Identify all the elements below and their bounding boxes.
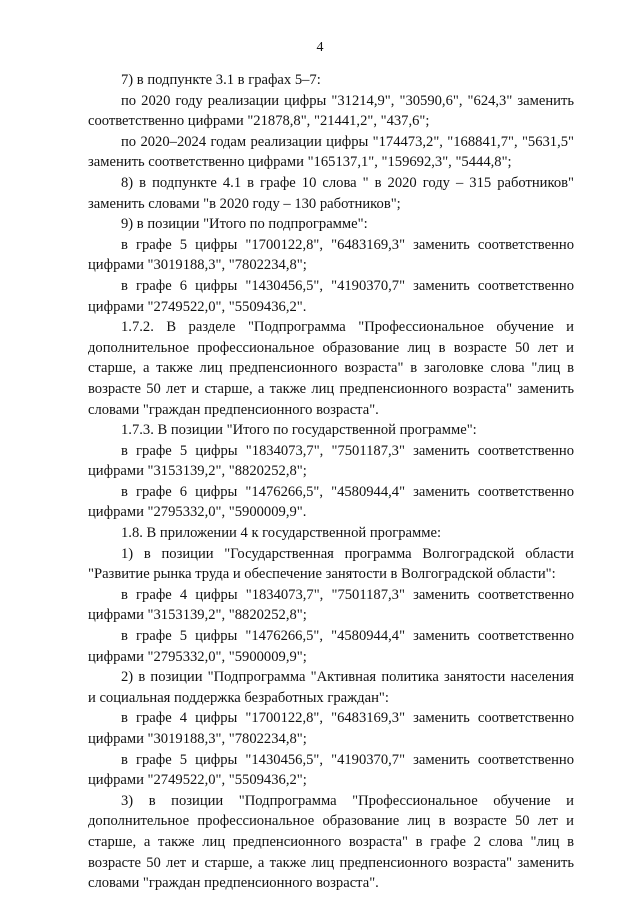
paragraph: 1.7.2. В разделе "Подпрограмма "Профессиональное обучение и дополнительное профессиональное образование лиц в возрасте 50 лет и старше, а также лиц предпенсионного возраста" в заголовке слова "лиц в возрасте 50 лет и старше, а также лиц предпенсионного возраста" заменить словами "граждан предпенсионного возраста".	[88, 319, 574, 418]
paragraph: в графе 5 цифры "1430456,5", "4190370,7" заменить соответственно цифрами "2749522,0", "5509436,2";	[88, 751, 574, 789]
paragraph: 7) в подпункте 3.1 в графах 5–7:	[121, 72, 321, 88]
document-body	[88, 70, 574, 894]
paragraph: в графе 5 цифры "1834073,7", "7501187,3" заменить соответственно цифрами "3153139,2", "8820252,8";	[88, 442, 574, 480]
page-number: 4	[316, 40, 324, 55]
paragraph: в графе 6 цифры "1476266,5", "4580944,4" заменить соответственно цифрами "2795332,0", "5900009,9".	[88, 483, 574, 521]
paragraph: 1.8. В приложении 4 к государственной программе:	[121, 525, 442, 542]
paragraph: 8) в подпункте 4.1 в графе 10 слова " в 2020 году – 315 работников" заменить словами "в 2020 году – 130 работников";	[88, 174, 574, 212]
paragraph: в графе 4 цифры "1700122,8", "6483169,3" заменить соответственно цифрами "3019188,3", "7802234,8";	[88, 710, 574, 747]
paragraph: 9) в позиции "Итого по подпрограмме":	[121, 216, 368, 233]
paragraph: по 2020–2024 годам реализации цифры "174473,2", "168841,7", "5631,5" заменить соответственно цифрами "165137,1", "159692,3", "5444,8";	[88, 133, 574, 171]
paragraph: в графе 6 цифры "1430456,5", "4190370,7" заменить соответственно цифрами "2749522,0", "5509436,2".	[88, 277, 574, 315]
paragraph: в графе 4 цифры "1834073,7", "7501187,3" заменить соответственно цифрами "3153139,2", "8820252,8";	[88, 586, 574, 624]
paragraph: 3) в позиции "Подпрограмма "Профессиональное обучение и дополнительное профессиональное образование лиц в возрасте 50 лет и старше, а также лиц предпенсионного возраста" в графе 2 слова "лиц в возрасте 50 лет и старше, а также лиц предпенсионного возраста" заменить словами "граждан предпенсионного возраста".	[88, 792, 574, 892]
paragraph: по 2020 году реализации цифры "31214,9", "30590,6", "624,3" заменить соответственно цифрами "21878,8", "21441,2", "437,6";	[88, 92, 574, 130]
paragraph: в графе 5 цифры "1700122,8", "6483169,3" заменить соответственно цифрами "3019188,3", "7802234,8";	[88, 236, 574, 274]
paragraph: 1) в позиции "Государственная программа Волгоградской области "Развитие рынка труда и обеспечение занятости в Волгоградской области":	[88, 545, 574, 583]
paragraph: 2) в позиции "Подпрограмма "Активная политика занятости населения и социальная поддержка безработных граждан":	[88, 669, 574, 706]
paragraph: в графе 5 цифры "1476266,5", "4580944,4" заменить соответственно цифрами "2795332,0", "5900009,9";	[88, 628, 574, 665]
paragraph: 1.7.3. В позиции "Итого по государственной программе":	[121, 422, 477, 439]
